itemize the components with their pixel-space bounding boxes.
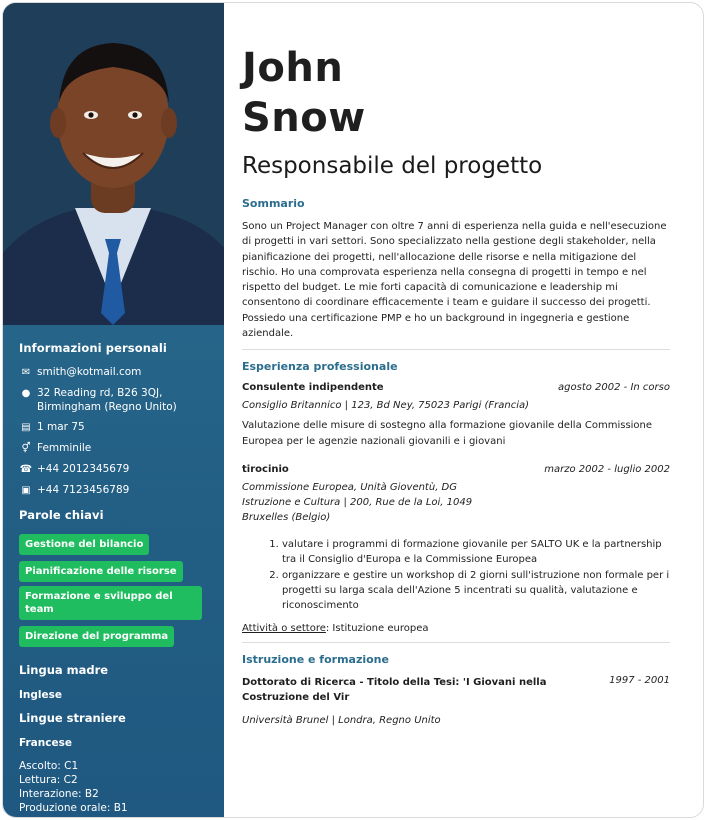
job-title-2: tirocinio xyxy=(242,463,289,475)
summary-heading: Sommario xyxy=(242,197,305,210)
task-item: 2. organizzare e gestire un workshop di 2 giorni sull'istruzione non formale per i progetti su larga scala dell'Azione 5 incentrati su qualità, valutazione e riconoscimento xyxy=(282,568,670,614)
job-dates-1: agosto 2002 - In corso xyxy=(558,382,670,394)
keyword-chip: Pianificazione delle risorse xyxy=(19,561,183,582)
sector-value: : Istituzione europea xyxy=(325,623,429,635)
job-org-2: Commissione Europea, Unità Gioventù, DG Istruzione e Cultura | 200, Rue de la Loi, 1049 Bruxelles (Belgio) xyxy=(242,481,473,523)
keywords-heading: Parole chiavi xyxy=(19,508,104,522)
job-org-1: Consiglio Britannico | 123, Bd Ney, 75023 Parigi (Francia) xyxy=(242,400,530,412)
reading-level: Lettura: C2 xyxy=(19,774,78,786)
sector-line xyxy=(242,623,670,634)
job-title: Responsabile del progetto xyxy=(242,153,543,179)
location-pin-icon: ● xyxy=(21,388,31,399)
sidebar xyxy=(3,3,224,817)
envelope-icon: ✉ xyxy=(21,367,31,378)
mobile-icon: ▣ xyxy=(21,485,31,496)
birth-date-text: 1 mar 75 xyxy=(37,421,85,433)
main-content xyxy=(242,43,670,733)
experience-heading: Esperienza professionale xyxy=(242,360,398,374)
foreign-languages-heading: Lingue straniere xyxy=(19,711,126,725)
job-dates-2: marzo 2002 - luglio 2002 xyxy=(544,463,670,475)
gender-text: Femminile xyxy=(37,442,92,454)
keywords-list xyxy=(19,532,214,651)
education-title: Dottorato di Ricerca - Titolo della Tesi: 'I Giovani nella Costruzione del Vir xyxy=(242,677,547,704)
education-org: Università Brunel | Londra, Regno Unito xyxy=(242,715,441,727)
address-row xyxy=(19,386,214,414)
phone-icon: ☎ xyxy=(19,464,33,475)
mother-tongue-heading: Lingua madre xyxy=(19,663,109,677)
phone-2-text: +44 7123456789 xyxy=(37,484,130,496)
gender-icon: ⚥ xyxy=(21,443,31,454)
sidebar-content xyxy=(19,341,214,815)
email-text: smith@kotmail.com xyxy=(37,366,142,378)
job-entry xyxy=(242,382,670,449)
job-entry xyxy=(242,464,670,634)
first-name: John xyxy=(242,45,344,91)
calendar-icon: ▤ xyxy=(21,422,31,433)
summary-text: Sono un Project Manager con oltre 7 anni di esperienza nella guida e nell'esecuzione di progetti in vari settori. Sono specializzato nella gestione degli stakeholder, nella pianificazione dei progetti, nell'allocazione delle risorse e nella mitigazione del rischio. Ho una comprovata esperienza nella consegna di progetti in tempo e nel rispetto del budget. Le mie forti capacità di comunicazione e leadership mi consentono di coordinare efficacemente i team e guidare il successo dei progetti. Possiedo una certificazione PMP e ho un background in ingegneria e gestione aziendale. xyxy=(242,221,667,340)
resume-page xyxy=(2,2,704,818)
listening-level: Ascolto: C1 xyxy=(19,760,79,772)
foreign-language-name: Francese xyxy=(19,737,72,749)
last-name: Snow xyxy=(242,95,366,141)
section-divider xyxy=(242,349,670,350)
phone-row-2 xyxy=(19,483,214,498)
section-divider xyxy=(242,642,670,643)
phone-row-1 xyxy=(19,462,214,477)
interaction-level: Interazione: B2 xyxy=(19,788,99,800)
job-description-1: Valutazione delle misure di sostegno alla formazione giovanile della Commissione Europea per le agenzie nazionali giovanili e i giovani xyxy=(242,420,653,447)
email-row xyxy=(19,365,214,380)
job-title-1: Consulente indipendente xyxy=(242,382,384,394)
oral-production-level: Produzione orale: B1 xyxy=(19,802,128,814)
task-item: 1. valutare i programmi di formazione giovanile per SALTO UK e la partnership tra il Consiglio d'Europa e la Commissione Europea xyxy=(282,537,670,568)
address-text: 32 Reading rd, B26 3QJ, Birmingham (Regno Unito) xyxy=(37,387,177,413)
keyword-chip: Gestione del bilancio xyxy=(19,534,149,555)
task-list xyxy=(242,537,670,613)
phone-1-text: +44 2012345679 xyxy=(37,463,130,475)
keyword-chip: Direzione del programma xyxy=(19,626,174,647)
education-dates: 1997 - 2001 xyxy=(609,675,670,687)
education-heading: Istruzione e formazione xyxy=(242,653,389,667)
gender-row xyxy=(19,441,214,456)
mother-tongue-value: Inglese xyxy=(19,689,62,701)
keyword-chip: Formazione e sviluppo del team xyxy=(19,586,202,620)
education-entry xyxy=(242,675,670,728)
birth-date-row xyxy=(19,420,214,435)
personal-info-heading: Informazioni personali xyxy=(19,341,167,355)
profile-photo xyxy=(3,3,224,325)
sector-label: Attività o settore xyxy=(242,623,326,635)
